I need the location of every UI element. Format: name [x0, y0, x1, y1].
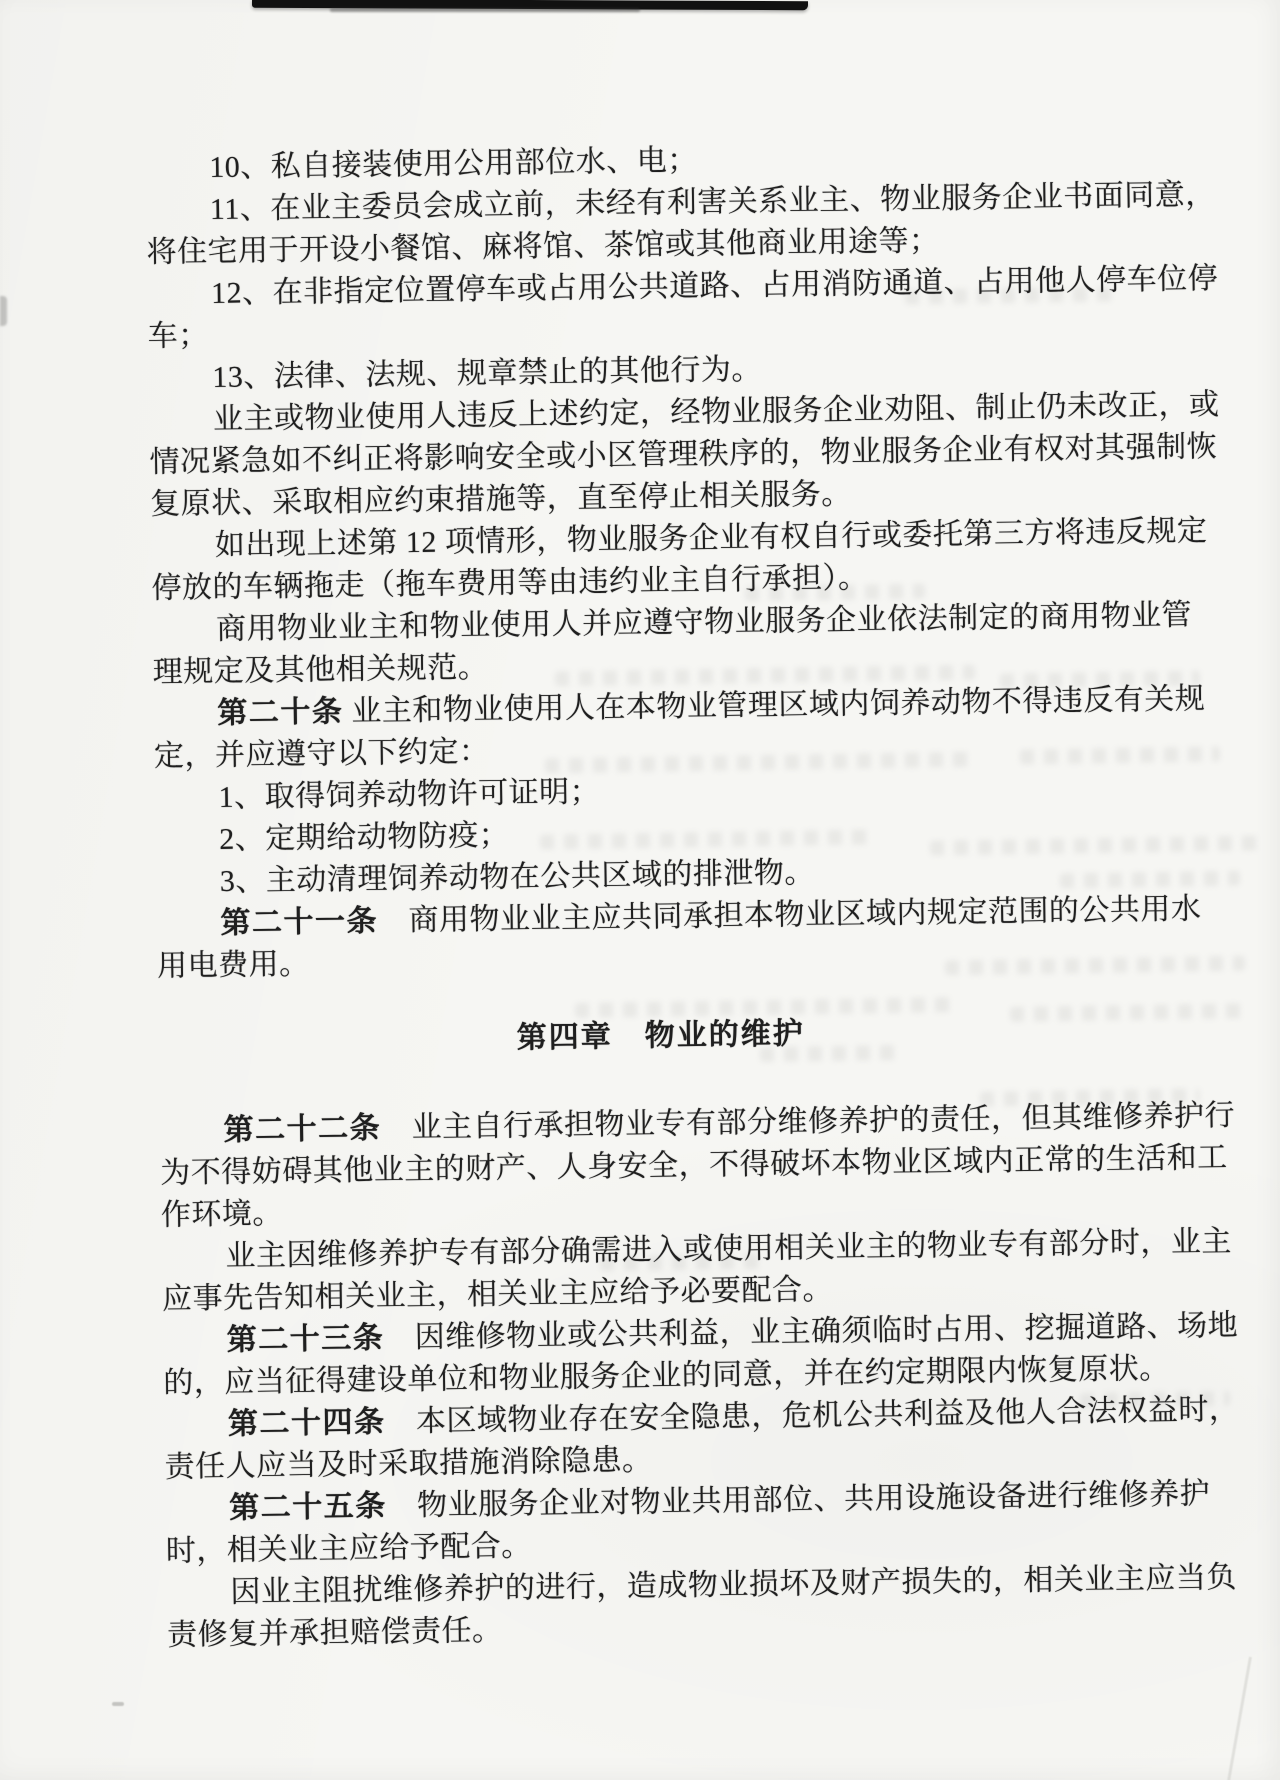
document-body — [145, 133, 1240, 1657]
document-line: 12、在非指定位置停车或占用公共道路、占用消防通道、占用他人停车位停 — [210, 262, 1219, 311]
document-line: 业主因维修养护专有部分确需进入或使用相关业主的物业专有部分时，业主 — [225, 1224, 1233, 1273]
document-line: 理规定及其他相关规范。 — [152, 650, 489, 689]
document-line: 第二十一条 商用物业业主应共同承担本物业区域内规定范围的公共用水 — [220, 892, 1202, 940]
document-line: 13、法律、法规、规章禁止的其他行为。 — [212, 352, 763, 395]
document-line: 用电费用。 — [156, 947, 310, 983]
document-line: 第二十五条 物业服务企业对物业共用部位、共用设施设备进行维修养护 — [228, 1477, 1211, 1525]
article-number: 第二十三条 — [226, 1321, 385, 1357]
document-line: 作环境。 — [160, 1197, 284, 1232]
scan-artifact-corner-mark — [1236, 0, 1280, 43]
document-line: 停放的车辆拖走（拖车费用等由违约业主自行承担）。 — [151, 561, 869, 605]
article-number: 第二十四条 — [227, 1405, 386, 1441]
document-line: 3、主动清理饲养动物在公共区域的排泄物。 — [219, 856, 816, 898]
document-line: 业主或物业使用人违反上述约定，经物业服务企业劝阻、制止仍未改正，或 — [212, 388, 1220, 437]
document-line: 商用物业业主和物业使用人并应遵守物业服务企业依法制定的商用物业管 — [215, 598, 1193, 646]
article-number: 第二十五条 — [228, 1489, 387, 1525]
document-line: 1、取得饲养动物许可证明； — [218, 775, 601, 814]
document-line: 因业主阻扰维修养护的进行，造成物业损坏及财产损失的，相关业主应当负 — [230, 1560, 1238, 1609]
document-line: 为不得妨碍其他业主的财产、人身安全，不得破坏本物业区域内正常的生活和工 — [159, 1141, 1228, 1190]
document-line: 定，并应遵守以下约定： — [153, 734, 490, 773]
document-line: 应事先告知相关业主，相关业主应给予必要配合。 — [161, 1272, 834, 1316]
scan-artifact-edge-dot — [112, 1702, 124, 1706]
document-line: 车； — [147, 319, 210, 353]
document-line: 第二十四条 本区域物业存在安全隐患，危机公共利益及他人合法权益时， — [227, 1392, 1240, 1441]
article-number: 第二十一条 — [220, 904, 379, 940]
document-line: 的，应当征得建设单位和物业服务企业的同意，并在约定期限内恢复原状。 — [163, 1351, 1170, 1400]
document-line: 责修复并承担赔偿责任。 — [166, 1613, 503, 1652]
chapter-heading: 第四章 物业的维护 — [516, 1017, 805, 1055]
document-line: 复原状、采取相应约束措施等，直至停止相关服务。 — [150, 477, 852, 521]
document-line: 10、私自接装使用公用部位水、电； — [209, 143, 698, 185]
article-number: 第二十条 — [217, 695, 344, 730]
document-line: 责任人应当及时采取措施消除隐患。 — [164, 1443, 653, 1484]
document-line: 如出现上述第 12 项情形，物业服务企业有权自行或委托第三方将违反规定 — [214, 514, 1208, 563]
document-line: 11、在业主委员会成立前，未经有利害关系业主、物业服务企业书面同意， — [209, 178, 1216, 227]
document-line: 2、定期给动物防疫； — [219, 818, 510, 856]
scan-artifact-top-streak-shadow — [330, 8, 640, 12]
document-line: 时，相关业主应给予配合。 — [165, 1529, 533, 1568]
scan-artifact-edge-smudge — [0, 296, 7, 326]
document-line: 第二十二条 业主自行承担物业专有部分维修养护的责任，但其维修养护行 — [223, 1098, 1236, 1147]
scan-artifact-crease — [1227, 1657, 1252, 1780]
document-line: 第二十条 业主和物业使用人在本物业管理区域内饲养动物不得违反有关规 — [217, 682, 1206, 730]
document-line: 将住宅用于开设小餐馆、麻将馆、茶馆或其他商业用途等； — [146, 224, 940, 269]
document-line: 情况紧急如不纠正将影响安全或小区管理秩序的，物业服务企业有权对其强制恢 — [149, 430, 1218, 479]
document-line: 第二十三条 因维修物业或公共利益，业主确须临时占用、挖掘道路、场地 — [226, 1308, 1239, 1357]
article-number: 第二十二条 — [223, 1111, 382, 1147]
